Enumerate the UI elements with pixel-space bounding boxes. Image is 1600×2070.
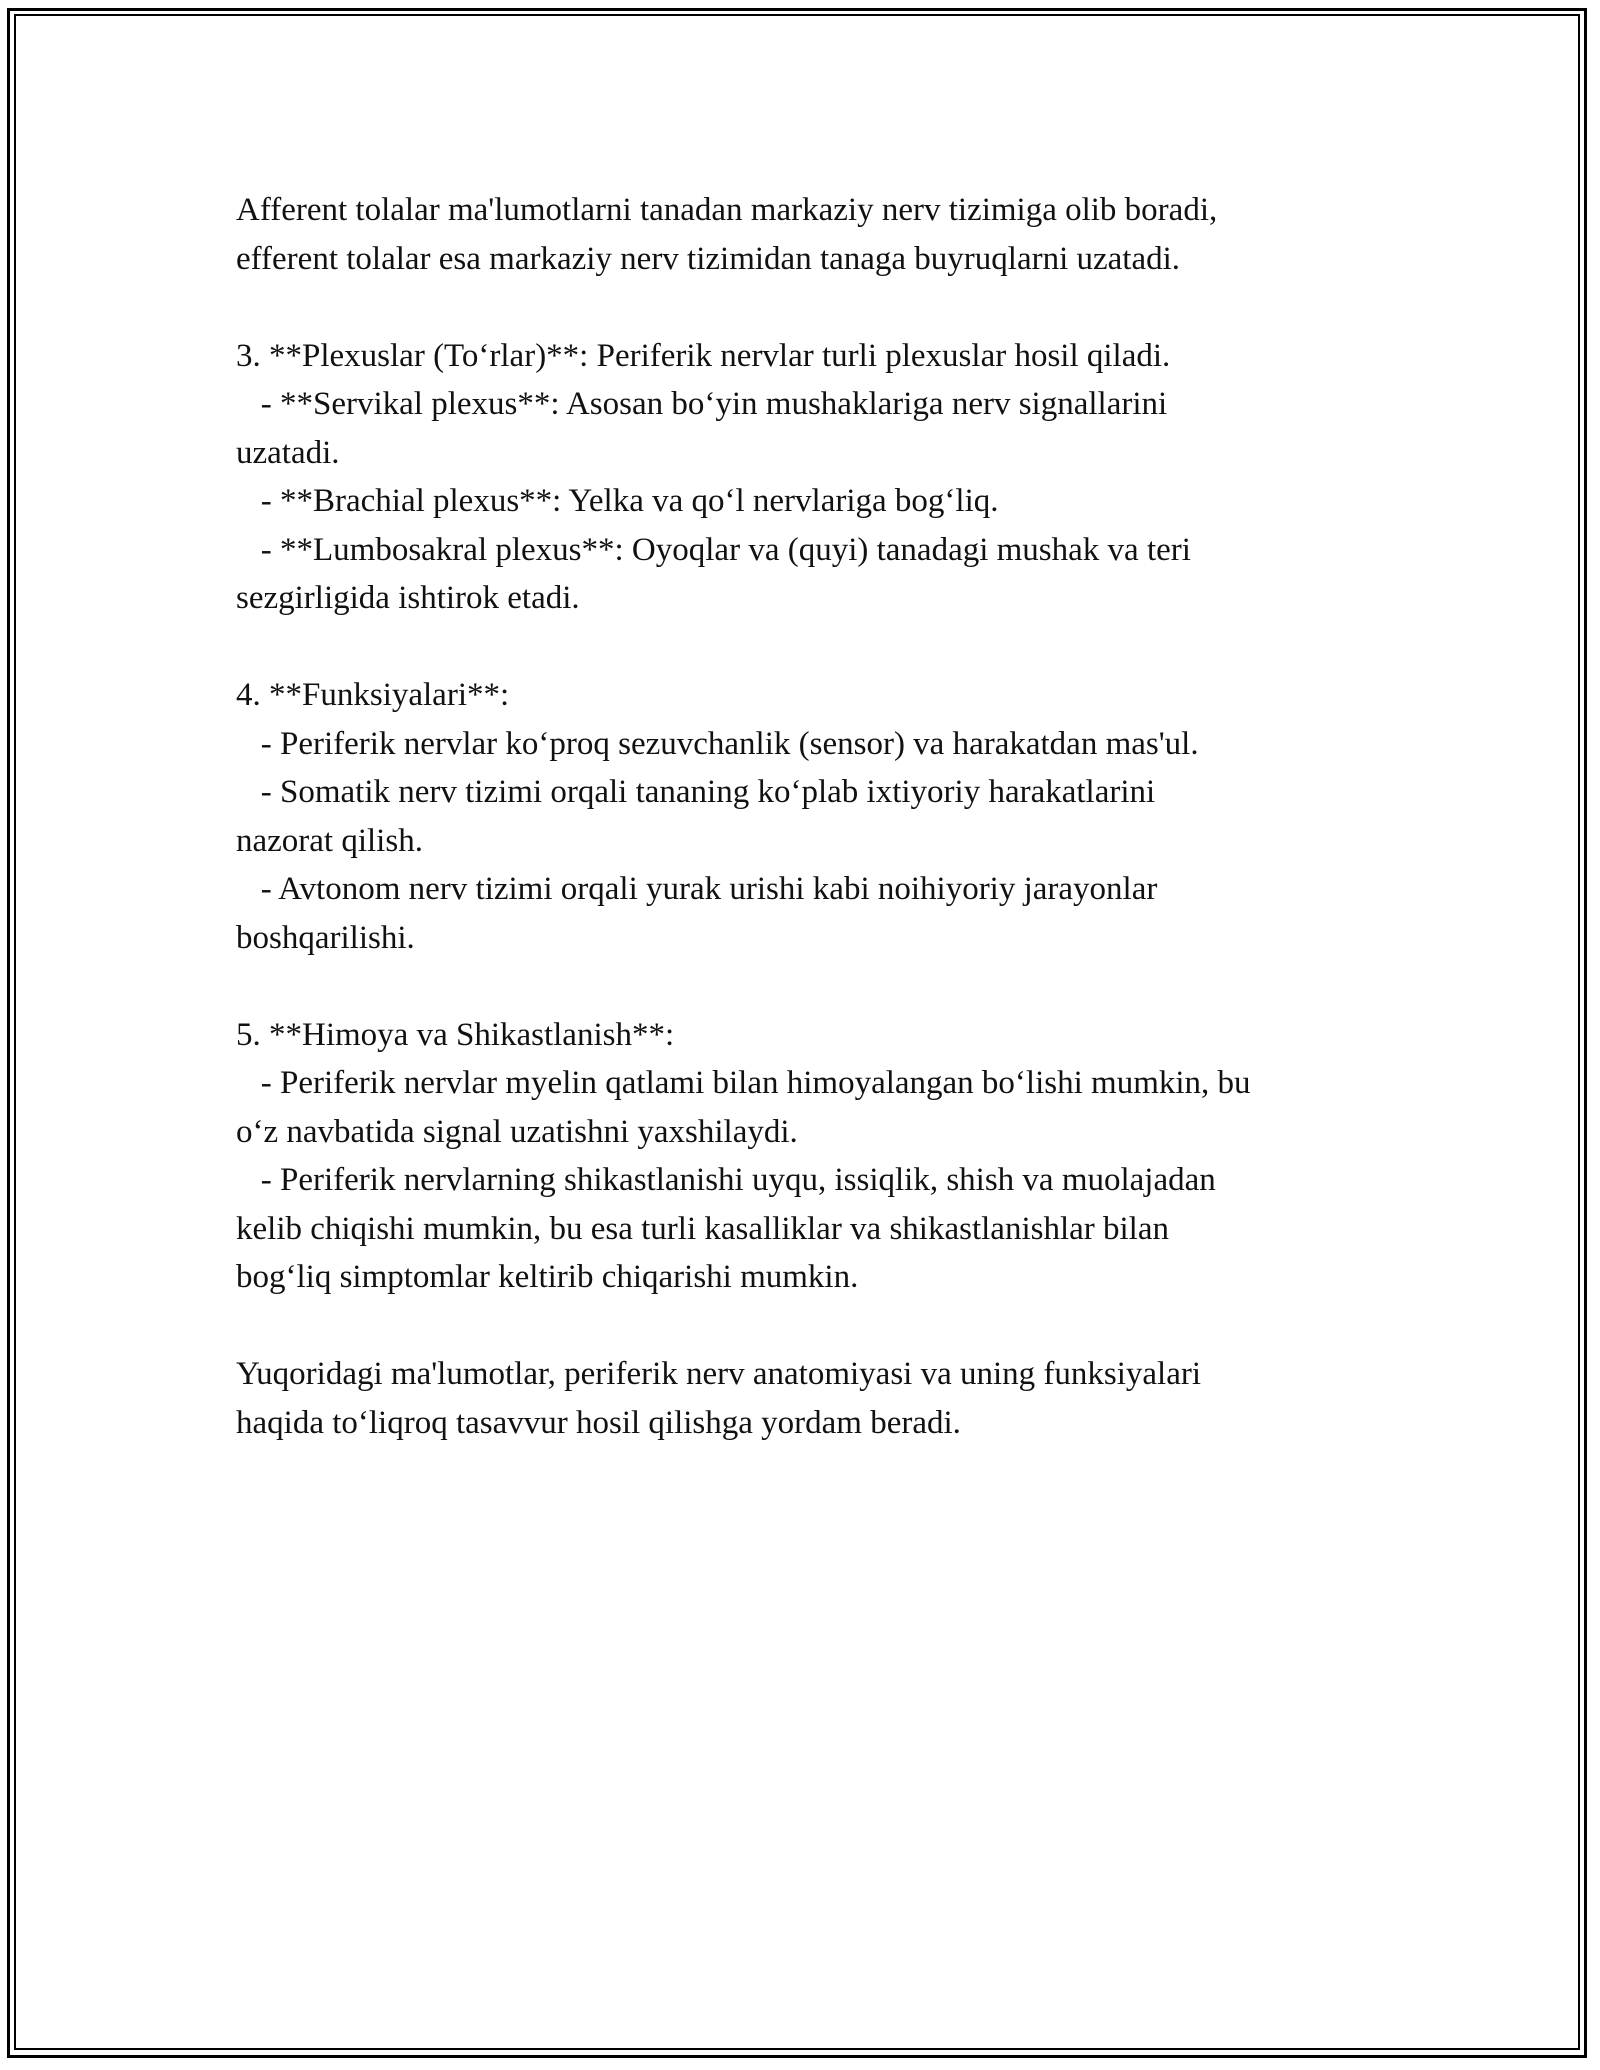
blank-line (236, 283, 1396, 332)
blank-line (236, 623, 1396, 672)
text-line: - Somatik nerv tizimi orqali tananing ko‘plab ixtiyoriy harakatlarini (236, 774, 1156, 810)
text-line: - **Lumbosakral plexus**: Oyoqlar va (quyi) tanadagi mushak va teri (236, 531, 1191, 568)
blank-line (236, 962, 1396, 1011)
text-line: haqida to‘liqroq tasavvur hosil qilishga yordam beradi. (236, 1404, 961, 1441)
text-line: boshqarilishi. (236, 919, 415, 956)
text-line: Yuqoridagi ma'lumotlar, periferik nerv anatomiyasi va uning funksiyalari (236, 1356, 1202, 1392)
text-line: nazorat qilish. (236, 822, 423, 859)
text-line: bog‘liq simptomlar keltirib chiqarishi mumkin. (236, 1259, 859, 1295)
text-line: efferent tolalar esa markaziy nerv tizimidan tanaga buyruqlarni uzatadi. (236, 240, 1181, 277)
text-line: o‘z navbatida signal uzatishni yaxshilaydi. (236, 1113, 798, 1150)
text-line: - **Brachial plexus**: Yelka va qo‘l nervlariga bog‘liq. (236, 483, 999, 519)
text-line: - Periferik nervlar myelin qatlami bilan himoyalangan bo‘lishi mumkin, bu (236, 1065, 1251, 1101)
text-line: - Periferik nervlarning shikastlanishi uyqu, issiqlik, shish va muolajadan (236, 1162, 1216, 1198)
text-line: - Avtonom nerv tizimi orqali yurak urishi kabi noihiyoriy jarayonlar (236, 871, 1158, 907)
list-item-heading: 5. **Himoya va Shikastlanish**: (236, 1016, 675, 1053)
blank-line (236, 1302, 1396, 1351)
text-line: kelib chiqishi mumkin, bu esa turli kasalliklar va shikastlanishlar bilan (236, 1210, 1169, 1247)
list-item-heading: 4. **Funksiyalari**: (236, 677, 510, 713)
text-line: uzatadi. (236, 434, 340, 471)
text-line: - **Servikal plexus**: Asosan bo‘yin mushaklariga nerv signallarini (236, 386, 1168, 422)
list-item-heading: 3. **Plexuslar (To‘rlar)**: Periferik nervlar turli plexuslar hosil qiladi. (236, 337, 1171, 374)
text-line: sezgirligida ishtirok etadi. (236, 580, 580, 616)
text-line: - Periferik nervlar ko‘proq sezuvchanlik (sensor) va harakatdan mas'ul. (236, 725, 1199, 762)
document-body (236, 186, 1396, 1447)
text-line: Afferent tolalar ma'lumotlarni tanadan markaziy nerv tizimiga olib boradi, (236, 192, 1218, 228)
